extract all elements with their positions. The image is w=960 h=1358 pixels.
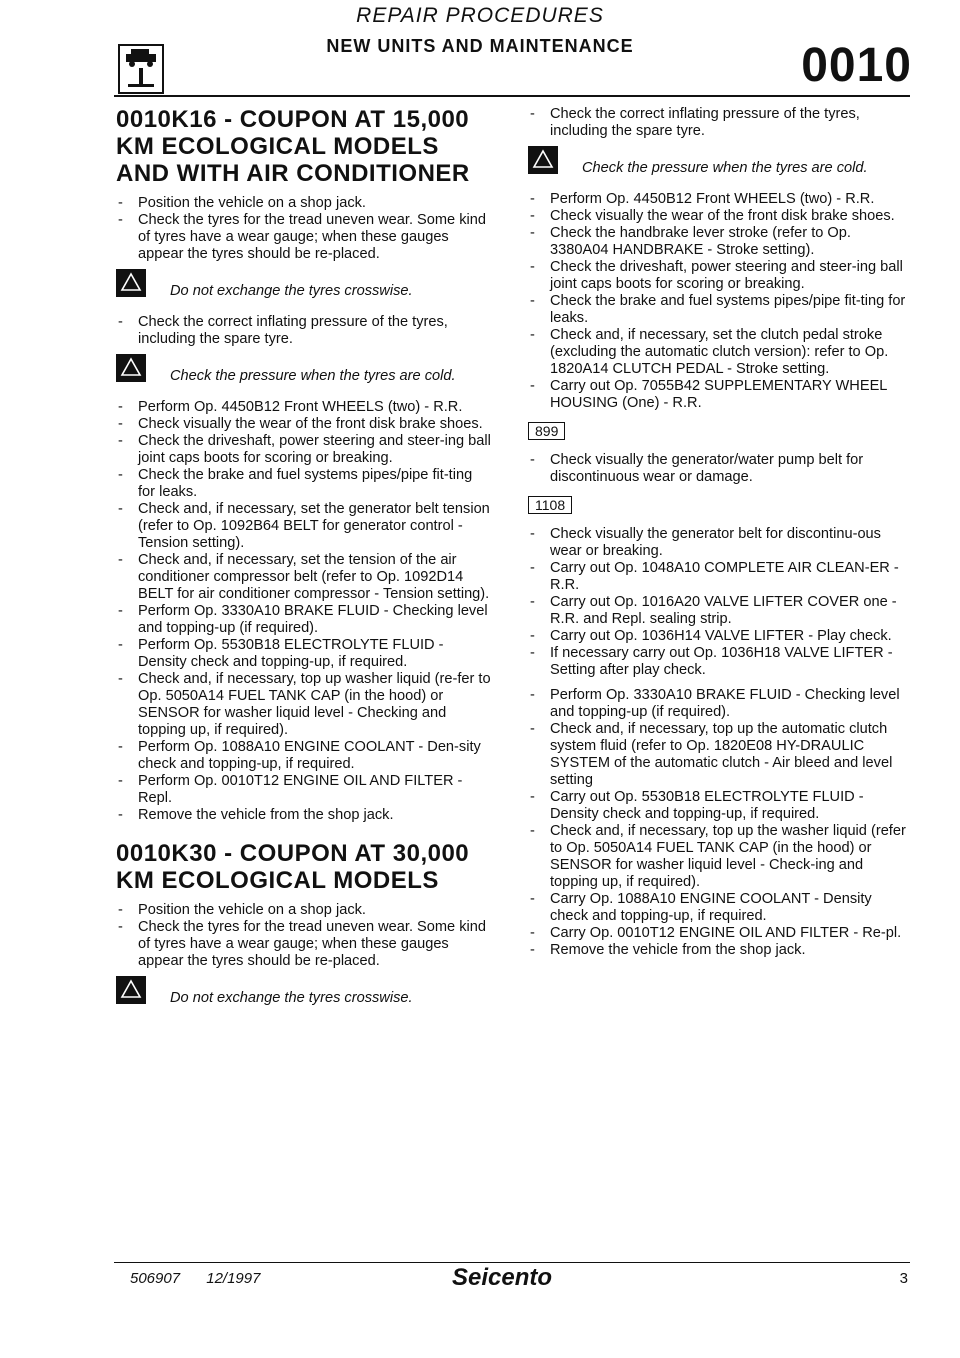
list-item: - Carry out Op. 7055B42 SUPPLEMENTARY WHEEL HOUSING (One) - R.R.	[528, 378, 910, 412]
list-item: - Check the handbrake lever stroke (refer to Op. 3380A04 HANDBRAKE - Stroke setting).	[528, 225, 910, 259]
list-item: - Check the tyres for the tread uneven wear. Some kind of tyres have a wear gauge; when these gauges appear the tyres should be re-placed.	[116, 212, 492, 263]
header-rule	[114, 95, 910, 97]
list-item: - Check and, if necessary, set the tension of the air conditioner compressor belt (refer to Op. 1092D14 BELT for air conditioner compressor - Tension setting).	[116, 552, 492, 603]
list-item: - Remove the vehicle from the shop jack.	[116, 807, 492, 824]
version-code-box: 899	[528, 422, 565, 440]
warning-icon	[116, 976, 146, 1004]
list-item: - Check visually the wear of the front disk brake shoes.	[116, 416, 492, 433]
page-title: NEW UNITS AND MAINTENANCE	[326, 36, 634, 56]
warning-text: Check the pressure when the tyres are cold.	[170, 368, 456, 384]
warning-note	[528, 154, 910, 177]
list-item: - Perform Op. 4450B12 Front WHEELS (two) - R.R.	[116, 399, 492, 416]
step-list	[116, 399, 492, 824]
footer-rule	[114, 1262, 910, 1263]
step-list	[116, 314, 492, 348]
warning-icon	[528, 146, 558, 174]
list-item: - Check the correct inflating pressure of the tyres, including the spare tyre.	[116, 314, 492, 348]
list-item: - Check the tyres for the tread uneven wear. Some kind of tyres have a wear gauge; when these gauges appear the tyres should be re-placed.	[116, 919, 492, 970]
step-list	[528, 687, 910, 959]
list-item: - Check the brake and fuel systems pipes/pipe fit-ting for leaks.	[116, 467, 492, 501]
section-code: 0010	[801, 39, 912, 92]
list-item: - Perform Op. 1088A10 ENGINE COOLANT - Den-sity check and topping-up, if required.	[116, 739, 492, 773]
list-item: - Perform Op. 0010T12 ENGINE OIL AND FILTER - Repl.	[116, 773, 492, 807]
list-item: - Check the driveshaft, power steering and steer-ing ball joint caps boots for scoring or breaking.	[528, 259, 910, 293]
doc-date: 12/1997	[206, 1270, 261, 1287]
vehicle-lift-icon	[118, 44, 164, 94]
warning-note	[116, 984, 492, 1007]
list-item: - Perform Op. 3330A10 BRAKE FLUID - Checking level and topping-up (if required).	[528, 687, 910, 721]
list-item: - Perform Op. 3330A10 BRAKE FLUID - Checking level and topping-up (if required).	[116, 603, 492, 637]
list-item: - Check and, if necessary, top up the automatic clutch system fluid (refer to Op. 1820E08 HY-DRAULIC SYSTEM of the automatic clutch - Air bleed and level setting	[528, 721, 910, 789]
list-item: - Check and, if necessary, set the clutch pedal stroke (excluding the automatic clutch version): refer to Op. 1820A14 CLUTCH PEDAL - Stroke setting.	[528, 327, 910, 378]
warning-note	[116, 362, 492, 385]
list-item: - Carry out Op. 1048A10 COMPLETE AIR CLEAN-ER - R.R.	[528, 560, 910, 594]
warning-icon	[116, 354, 146, 382]
step-list	[528, 191, 910, 412]
list-item: - Check visually the wear of the front disk brake shoes.	[528, 208, 910, 225]
doc-number: 506907	[130, 1270, 181, 1287]
step-list	[116, 195, 492, 263]
list-item: - Carry Op. 0010T12 ENGINE OIL AND FILTER - Re-pl.	[528, 925, 910, 942]
list-item: - Carry out Op. 5530B18 ELECTROLYTE FLUID - Density check and topping-up, if required.	[528, 789, 910, 823]
list-item: - Check and, if necessary, top up washer liquid (re-fer to Op. 5050A14 FUEL TANK CAP (in the hood) or SENSOR for washer liquid level - Checking and topping up, if required).	[116, 671, 492, 739]
warning-text: Do not exchange the tyres crosswise.	[170, 990, 413, 1006]
warning-text: Do not exchange the tyres crosswise.	[170, 283, 413, 299]
step-list	[528, 106, 910, 140]
left-column	[116, 106, 492, 1021]
footer-doc-info	[130, 1270, 282, 1287]
list-item: - Perform Op. 4450B12 Front WHEELS (two) - R.R.	[528, 191, 910, 208]
step-list	[528, 452, 910, 486]
warning-icon	[116, 269, 146, 297]
warning-note	[116, 277, 492, 300]
step-list	[116, 902, 492, 970]
page-number: 3	[899, 1270, 908, 1287]
brand-logo: Seicento	[452, 1264, 553, 1291]
list-item: - Check and, if necessary, top up the washer liquid (refer to Op. 5050A14 FUEL TANK CAP (in the hood) or SENSOR for washer liquid level - Check-ing and topping up, if required).	[528, 823, 910, 891]
list-item: - Position the vehicle on a shop jack.	[116, 902, 492, 919]
list-item: - Carry out Op. 1016A20 VALVE LIFTER COVER one - R.R. and Repl. sealing strip.	[528, 594, 910, 628]
list-item: - Check the driveshaft, power steering and steer-ing ball joint caps boots for scoring or breaking.	[116, 433, 492, 467]
list-item: - Check visually the generator/water pump belt for discontinuous wear or damage.	[528, 452, 910, 486]
right-column	[528, 106, 910, 959]
step-list	[528, 526, 910, 679]
page-subtitle: REPAIR PROCEDURES	[356, 4, 604, 27]
section-heading-0010k30: 0010K30 - COUPON AT 30,000 KM ECOLOGICAL MODELS	[116, 840, 470, 894]
list-item: - Position the vehicle on a shop jack.	[116, 195, 492, 212]
list-item: - Remove the vehicle from the shop jack.	[528, 942, 910, 959]
list-item: - Check the correct inflating pressure of the tyres, including the spare tyre.	[528, 106, 910, 140]
list-item: - Check visually the generator belt for discontinu-ous wear or breaking.	[528, 526, 910, 560]
list-item: - Carry Op. 1088A10 ENGINE COOLANT - Density check and topping-up, if required.	[528, 891, 910, 925]
version-code-box: 1108	[528, 496, 572, 514]
section-heading-0010k16: 0010K16 - COUPON AT 15,000 KM ECOLOGICAL MODELS AND WITH AIR CONDITIONER	[116, 106, 470, 187]
list-item: - If necessary carry out Op. 1036H18 VALVE LIFTER - Setting after play check.	[528, 645, 910, 679]
list-item: - Check the brake and fuel systems pipes/pipe fit-ting for leaks.	[528, 293, 910, 327]
list-item: - Perform Op. 5530B18 ELECTROLYTE FLUID - Density check and topping-up, if required.	[116, 637, 492, 671]
list-item: - Check and, if necessary, set the generator belt tension (refer to Op. 1092B64 BELT for generator control - Tension setting).	[116, 501, 492, 552]
warning-text: Check the pressure when the tyres are cold.	[582, 160, 868, 176]
list-item: - Carry out Op. 1036H14 VALVE LIFTER - Play check.	[528, 628, 910, 645]
